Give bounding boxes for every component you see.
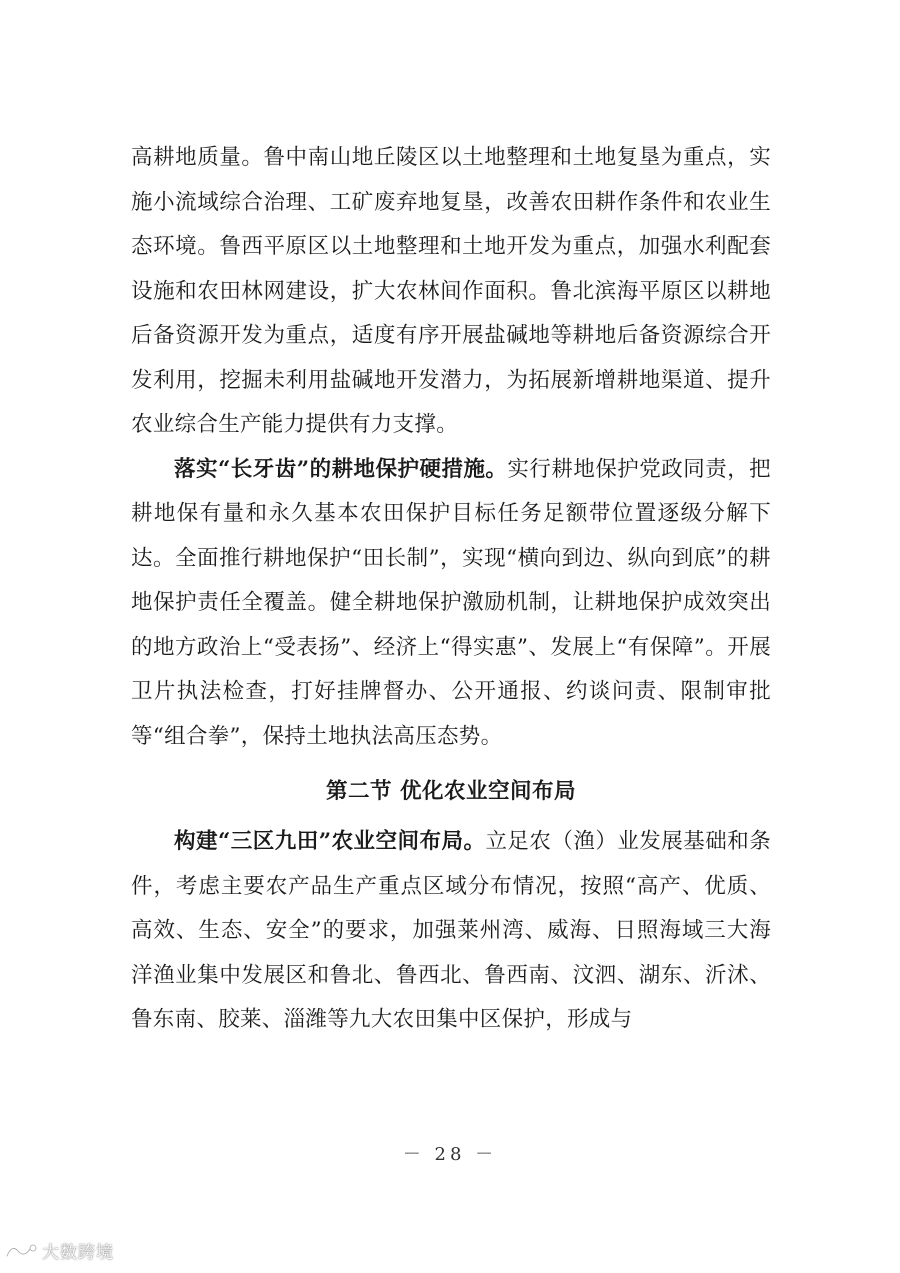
watermark [4,1238,114,1263]
paragraph-lead-spatial-layout: 构建“三区九田”农业空间布局。 [174,829,486,854]
page-number: － 28 － [402,1144,498,1165]
paragraph-land-regions: 高耕地质量。鲁中南山地丘陵区以土地整理和土地复垦为重点，实施小流域综合治理、工矿废弃地复垦，改善农田耕作条件和农业生态环境。鲁西平原区以土地整理和土地开发为重点，加强水利配套设施和农田林网建设，扩大农林间作面积。鲁北滨海平原区以耕地后备资源开发为重点，适度有序开展盐碱地等耕地后备资源综合开发利用，挖掘未利用盐碱地开发潜力，为拓展新增耕地渠道、提升农业综合生产能力提供有力支撑。 [131,145,771,437]
paragraph-text-farmland-protection: 实行耕地保护党政同责，把耕地保有量和永久基本农田保护目标任务足额带位置逐级分解下达。全面推行耕地保护“田长制”，实现“横向到边、纵向到底”的耕地保护责任全覆盖。健全耕地保护激励机制，让耕地保护成效突出的地方政治上“受表扬”、经济上“得实惠”、发展上“有保障”。开展卫片执法检查，打好挂牌督办、公开通报、约谈问责、限制审批等“组合拳”，保持土地执法高压态势。 [131,456,771,749]
watermark-text: 大数跨境 [42,1243,114,1263]
section-heading: 第二节 优化农业空间布局 [326,779,576,804]
paragraph-farmland-protection [131,448,771,760]
paragraph-lead-farmland-protection: 落实“长牙齿”的耕地保护硬措施。 [174,456,508,482]
watermark-logo-icon [4,1242,38,1260]
paragraph-spatial-layout [131,820,771,1043]
paragraph-text-spatial-layout: 立足农（渔）业发展基础和条件，考虑主要农产品生产重点区域分布情况，按照“高产、优质、高效、生态、安全”的要求，加强莱州湾、威海、日照海域三大海洋渔业集中发展区和鲁北、鲁西北、鲁西南、汶泗、湖东、沂沭、鲁东南、胶莱、淄潍等九大农田集中区保护，形成与 [131,829,771,1032]
document-page [131,136,771,1043]
